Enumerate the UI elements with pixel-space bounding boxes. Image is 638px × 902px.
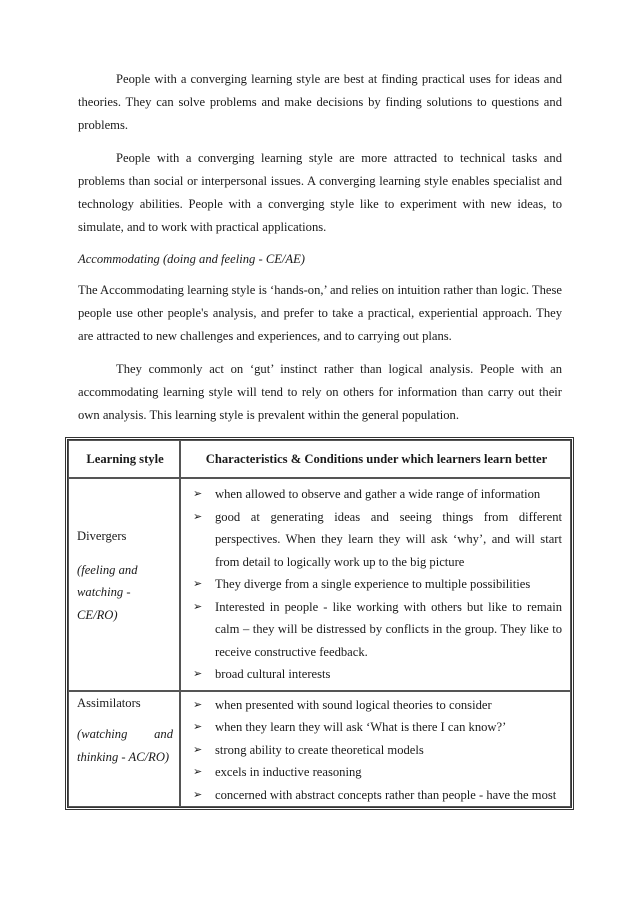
learning-style-table: [65, 437, 574, 810]
section-heading-accommodating: Accommodating (doing and feeling - CE/AE): [78, 252, 305, 266]
style-name: Divergers: [77, 529, 127, 543]
arrow-bullet-icon: ➢: [193, 509, 203, 523]
arrow-bullet-icon: ➢: [193, 599, 203, 613]
list-item: ➢ good at generating ideas and seeing things from different perspectives. When they learn they will ask ‘why’, and will start from detail to logically work up to the big picture: [191, 506, 562, 574]
list-item: ➢ when presented with sound logical theories to consider: [191, 694, 562, 717]
table-row: [68, 691, 571, 808]
characteristics-list: [191, 694, 562, 807]
list-item: ➢ excels in inductive reasoning: [191, 761, 562, 784]
arrow-bullet-icon: ➢: [193, 787, 203, 801]
arrow-bullet-icon: ➢: [193, 667, 203, 680]
style-detail: (watching and thinking - AC/RO): [77, 727, 173, 764]
arrow-bullet-icon: ➢: [193, 742, 203, 756]
characteristics-list: [191, 483, 562, 686]
arrow-bullet-icon: ➢: [193, 720, 203, 733]
paragraph-converging-1: People with a converging learning style are best at finding practical uses for ideas and theories. They can solve problems and make decisions by finding solutions to questions and problems.: [78, 72, 562, 132]
paragraph-converging-2: People with a converging learning style are more attracted to technical tasks and problems than social or interpersonal issues. A converging learning style enables specialist and technology abilities. People with a converging style like to experiment with new ideas, to simulate, and to work with practical applications.: [78, 151, 562, 234]
style-cell: [68, 478, 180, 691]
table-header-row: [68, 440, 571, 478]
header-characteristics: Characteristics & Conditions under which learners learn better: [180, 440, 571, 478]
list-item: ➢ when they learn they will ask ‘What is there I can know?’: [191, 716, 562, 739]
list-item: ➢ Interested in people - like working with others but like to remain calm – they will be distressed by conflicts in the group. They like to receive constructive feedback.: [191, 596, 562, 664]
characteristics-cell: [180, 478, 571, 691]
style-detail: (feeling and watching - CE/RO): [77, 562, 138, 622]
list-item: ➢ when allowed to observe and gather a wide range of information: [191, 483, 562, 506]
arrow-bullet-icon: ➢: [193, 487, 203, 500]
style-cell: [68, 691, 180, 808]
document-page: [78, 68, 562, 427]
paragraph-accommodating-1: The Accommodating learning style is ‘hands-on,’ and relies on intuition rather than logic. These people use other people's analysis, and prefer to take a practical, experiential approach. They are attracted to new challenges and experiences, and to carrying out plans.: [78, 283, 562, 343]
arrow-bullet-icon: ➢: [193, 765, 203, 778]
arrow-bullet-icon: ➢: [193, 577, 203, 590]
characteristics-cell: [180, 691, 571, 808]
list-item: ➢ strong ability to create theoretical models: [191, 739, 562, 762]
list-item: ➢ concerned with abstract concepts rather than people - have the most: [191, 784, 562, 807]
list-item: ➢ broad cultural interests: [191, 663, 562, 686]
header-learning-style: Learning style: [68, 440, 180, 478]
paragraph-accommodating-2: They commonly act on ‘gut’ instinct rather than logical analysis. People with an accommodating learning style will tend to rely on others for information than carry out their own analysis. This learning style is prevalent within the general population.: [78, 362, 562, 422]
table-row: [68, 478, 571, 691]
list-item: ➢ They diverge from a single experience to multiple possibilities: [191, 573, 562, 596]
arrow-bullet-icon: ➢: [193, 697, 203, 711]
style-name: Assimilators: [77, 695, 141, 710]
